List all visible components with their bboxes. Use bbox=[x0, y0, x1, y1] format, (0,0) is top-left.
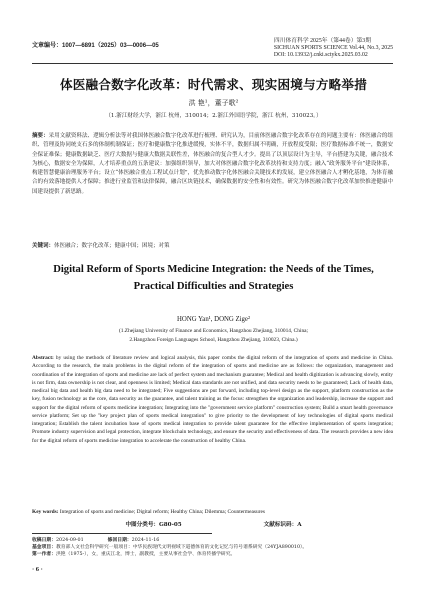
footnote-rule bbox=[32, 533, 212, 534]
received-date: 2024-09-01 bbox=[56, 538, 84, 543]
chinese-abstract-text: 采用文献资料法、逻辑分析法等对我国体医融合数字化改革进行梳理、研究认为，目前体医融合数字化改革存在的问题主要有：体医融合的组织、管理及协同统支石多的体制机制保证；医疗和健康数字化推进缓慢，实体不平，数据归属不明确，开放程度受限；医疗数据标准不统一，数据安全保证难保；健康数据缺乏、医疗大数据与健康大数据关联性差，体医融合的复合型人才少。提出了以顶层设计为主导，平台搭建为关键，融合技术为核心，数据安全为保障，人才培养重点的五条建议：加强组织领导，加大对体医融合数字化改革扶持和支持力度；融入“政务服务平台”建设体系，构建智慧健康治理服务平台；设立“体医融合重点工程试点计划”，优先推动数字化体医融合关键技术的发展，建立体医融合人才孵化基地，为体育融合的有效落地提供人才保障；推进行业监管和法律保障，融合区块链技术，确保数据的安全性和有效性。研究为体医融合数字化改革加快推进健康中国建设提供了新思路。 bbox=[32, 133, 393, 195]
chinese-affiliation: （1.浙江财经大学，浙江 杭州，310014；2.浙江外国语学院，浙江 杭州，310023。） bbox=[105, 113, 322, 119]
english-affiliation bbox=[0, 327, 427, 344]
chinese-abstract-label: 摘要： bbox=[32, 133, 49, 139]
first-author-label: 第一作者： bbox=[32, 551, 56, 558]
chinese-keywords bbox=[32, 241, 393, 249]
journal-name-cn: 四川体育科学 2025年（第44卷）第3期 bbox=[273, 38, 371, 44]
first-author-text: 洪艳（1975-），女，重庆江北，博士，副教授，主要从事社会学、体育传播学研究。 bbox=[56, 552, 236, 558]
chinese-authors: 洪 艳¹，董子歌² bbox=[188, 99, 239, 107]
english-abstract bbox=[32, 354, 393, 445]
english-abstract-text: by using the methods of literature review and logical analysis, this paper combs the digital reform of the integration of sports and medicine in China. According to the research, the main problems in the digital reform of the integration of sports and medicine are as follows: the organization, management and coordination of the integration of sports and medicine are lack of perfect system and mechanism guarantee; Medical and health digitization is advancing slowly, entity is not firm, data ownership is not clear, and openness is limited; Medical data standards are not unified, and data security needs to be guaranteed; Lack of health data, medical big data and health big data need to be integrated; Five suggestions are put forward, including top-level design as the support, platform construction as the key, fusion technology as the core, data security as the guarantee, and talent training as the focus: strengthen the organization and leadership, increase the support and support for the digital reform of sports medicine integration; Integrating into the "government service platform" construction system; Build a smart health governance service platform; Set up the "key project plan of sports medical integration" to give priority to the development of key technologies of digital sports medical integration; Establish the talent incubation base of sports medical integration to provide talent guarantee for the effective implementation of sports integration; Promote industry supervision and legal protection, integrate blockchain technology, and ensure the security and effectiveness of data. The research provides a new idea for the digital reform of sports medicine integration to accelerate the construction of healthy China. bbox=[32, 355, 393, 444]
article-number: 文章编号：1007—6891（2025）03—0006—05 bbox=[32, 43, 159, 49]
clc-number: 中图分类号：G80-05 bbox=[125, 522, 182, 528]
english-affiliation-2: 2.Hangzhou Foreign Languages School, Hangzhou Zhejiang, 310023, China.) bbox=[129, 336, 298, 343]
classification-line bbox=[0, 520, 427, 528]
header-rule bbox=[32, 63, 393, 64]
revised-date: 2024-11-16 bbox=[131, 538, 160, 543]
english-authors: HONG Yan¹, DONG Zige² bbox=[177, 316, 250, 323]
english-title: Digital Reform of Sports Medicine Integration: the Needs of the Times, Practical Difficulties and Strategies bbox=[53, 264, 374, 292]
document-code: 文献标识码：A bbox=[263, 522, 302, 528]
footnote-dates bbox=[32, 537, 393, 544]
chinese-abstract bbox=[32, 132, 393, 197]
footnote bbox=[32, 537, 393, 559]
revised-label: 修回日期： bbox=[107, 537, 132, 543]
english-keywords-text: Integration of sports and medicine; Digital reform; Healthy China; Dilemma; Countermeasures bbox=[59, 509, 265, 515]
chinese-keywords-label: 关键词： bbox=[32, 243, 55, 249]
doi: DOI: 10.13932/j.cnki.sctykx.2025.03.02 bbox=[273, 52, 368, 59]
chinese-title: 体医融合数字化改革：时代需求、现实困境与方略举措 bbox=[59, 77, 368, 92]
english-abstract-label: Abstract: bbox=[32, 355, 54, 361]
fund-text: 教育部人文社会科学研究一般项目：中华民族现代文明视域下道德体育的文化记忆与符号谱系研究（24YJA890010）。 bbox=[56, 545, 308, 551]
chinese-keywords-text: 体医融合；数字化改革；健康中国；困境；对策 bbox=[54, 243, 170, 249]
journal-info bbox=[274, 38, 393, 60]
footnote-fund bbox=[32, 544, 393, 551]
fund-label: 基金项目： bbox=[32, 544, 56, 551]
english-keywords-label: Key words: bbox=[32, 509, 59, 515]
page-number: · 6 · bbox=[32, 566, 43, 573]
footnote-author bbox=[32, 551, 393, 558]
journal-name-en: SICHUAN SPORTS SCIENCE Vol.44, No.3, 2025 bbox=[273, 45, 393, 52]
english-affiliation-1: (1.Zhejiang University of Finance and Economics, Hangzhou Zhejiang, 310014, China; bbox=[118, 328, 309, 334]
english-keywords bbox=[32, 509, 393, 515]
received-label: 收稿日期： bbox=[32, 537, 56, 543]
